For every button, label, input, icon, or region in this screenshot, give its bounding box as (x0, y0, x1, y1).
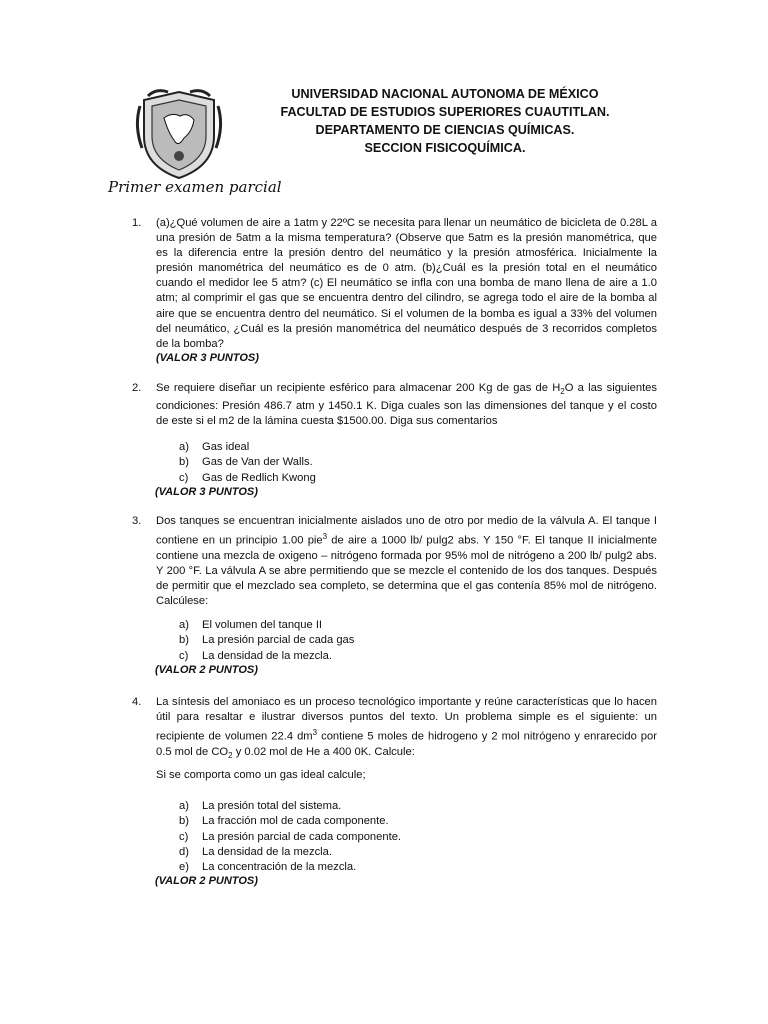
university-seal-logo (134, 86, 224, 182)
exam-title: Primer examen parcial (108, 178, 282, 196)
header-section: SECCION FISICOQUÍMICA. (364, 141, 526, 155)
question-number: 3. (132, 515, 142, 527)
list-item: a) El volumen del tanque II (179, 619, 323, 631)
question-4-options (179, 799, 401, 875)
question-1 (132, 216, 657, 352)
list-item: b) La fracción mol de cada componente. (179, 815, 389, 828)
question-text: Dos tanques se encuentran inicialmente aislados uno de otro por medio de la válvula A. El tanque I contiene en un principio 1.00 pie$^3$ de aire a 1000 lb/ pulg2 abs. Y 150 °F. El tanque II inicialmente contiene una mezcla de oxigeno – nitrógeno formada por 95% mol de nitrógeno a 200 lb/ pulg2 abs. Y 200 °F. La válvula A se abre permitiendo que se mezcle el contenido de los dos tanques. Después de permitir que el mezclado sea completo, se determina que el gas contenía 85% mol de nitrógeno. Calcúlese: (156, 515, 658, 608)
list-item: e) La concentración de la mezcla. (179, 861, 357, 874)
question-3 (132, 514, 657, 609)
question-2-options (179, 440, 316, 486)
question-text: La síntesis del amoniaco es un proceso tecnológico importante y reúne características que lo hacen útil para resaltar e ilustrar diversos puntos del texto. Un problema simple es el siguiente: un recipiente de volumen 22.4 $dm^3$ contiene 5 moles de hidrogeno y 2 mol nitrógeno y enrarecido por 0.5 mol de $CO_2$ y 0.02 mol de He a 400 0K. Calcule: (156, 696, 657, 761)
question-4-points: (VALOR 2 PUNTOS) (155, 875, 258, 887)
question-number: 1. (132, 217, 142, 229)
question-number: 4. (132, 696, 142, 708)
question-2-points: (VALOR 3 PUNTOS) (155, 486, 258, 498)
question-3-options (179, 618, 354, 664)
header-faculty: FACULTAD DE ESTUDIOS SUPERIORES CUAUTITLAN. (280, 105, 610, 119)
question-4 (132, 695, 657, 763)
list-item: d) La densidad de la mezcla. (179, 845, 332, 858)
header-department: DEPARTAMENTO DE CIENCIAS QUÍMICAS. (315, 123, 575, 137)
list-item: c) La densidad de la mezcla. (179, 649, 332, 662)
question-text: (a)¿Qué volumen de aire a 1atm y 22ºC se necesita para llenar un neumático de bicicleta de 0.28L a una presión de 5atm a la misma temperatura? (Observe que 5atm es la presión manométrica, que es la diferencia entre la presión dentro del neumático y la presión atmosférica. Inicialmente la presión manométrica del neumático es de 0 atm. (b)¿Cuál es la presión total en el neumático cuando el medidor lee 5 atm? (c) El neumático se infla con una bomba de mano llena de aire a 1.0 atm; al comprimir el gas que se encuentra dentro del cilindro, se agrega todo el aire de la bomba al aire que se encuentra dentro del neumático. Si el volumen de la bomba es igual a 33% del volumen del neumático, ¿Cuál es la presión manométrica del neumático después de 3 recorridos completos de la bomba? (156, 217, 657, 350)
document-header (250, 85, 640, 157)
list-item: c) La presión parcial de cada componente. (179, 830, 402, 843)
list-item: b) La presión parcial de cada gas (179, 634, 355, 647)
list-item: a) Gas ideal (179, 441, 250, 453)
list-item: a) La presión total del sistema. (179, 800, 342, 812)
question-text: Se requiere diseñar un recipiente esférico para almacenar 200 Kg de gas de $H_2O$ a las siguientes condiciones: Presión 486.7 atm y 1450.1 K. Diga cuales son las dimensiones del tanque y el costo de este si el m2 de la lámina cuesta $1500.00. Diga sus comentarios (156, 382, 657, 428)
header-university: UNIVERSIDAD NACIONAL AUTONOMA DE MÉXICO (291, 87, 599, 101)
question-3-points: (VALOR 2 PUNTOS) (155, 664, 258, 676)
question-number: 2. (132, 382, 142, 394)
list-item: c) Gas de Redlich Kwong (179, 471, 316, 484)
question-2 (132, 381, 657, 430)
question-1-points: (VALOR 3 PUNTOS) (156, 352, 259, 364)
question-4-intro: Si se comporta como un gas ideal calcule; (156, 769, 366, 781)
list-item: b) Gas de Van der Walls. (179, 456, 313, 469)
